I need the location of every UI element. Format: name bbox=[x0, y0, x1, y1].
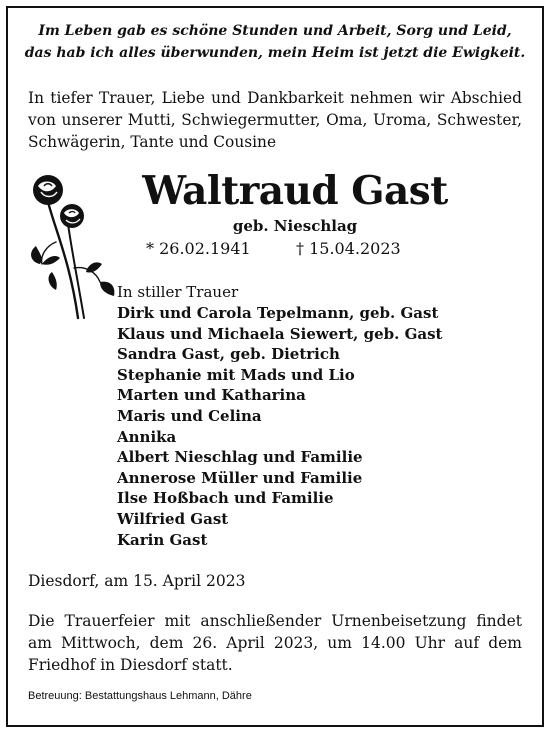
mourner-row: Maris und Celina bbox=[117, 406, 262, 425]
mourner-row: Karin Gast bbox=[117, 530, 208, 549]
birth-name: geb. Nieschlag bbox=[232, 217, 358, 235]
motto-verse bbox=[20, 20, 530, 64]
mourner-row: Albert Nieschlag und Familie bbox=[117, 448, 363, 467]
deceased-name: Waltraud Gast bbox=[142, 168, 448, 214]
motto-line-2: das hab ich alles überwunden, mein Heim ist jetzt die Ewigkeit. bbox=[24, 45, 526, 61]
place-date: Diesdorf, am 15. April 2023 bbox=[28, 572, 246, 590]
mourner-row: Wilfried Gast bbox=[117, 509, 229, 528]
mourners-list bbox=[117, 282, 517, 550]
mourner-row: Annika bbox=[117, 427, 177, 446]
mourners-lead: In stiller Trauer bbox=[117, 283, 239, 301]
mourner-row: Sandra Gast, geb. Dietrich bbox=[117, 345, 340, 364]
intro-text: In tiefer Trauer, Liebe und Dankbarkeit nehmen wir Abschied von unserer Mutti, Schwiegermutter, Oma, Uroma, Schwester, Schwägerin, Tante und Cousine bbox=[28, 89, 522, 151]
death-date: † 15.04.2023 bbox=[296, 239, 401, 258]
funeral-service-text: Die Trauerfeier mit anschließender Urnenbeisetzung findet am Mittwoch, dem 26. April 2023, um 14.00 Uhr auf dem Friedhof in Diesdorf statt. bbox=[28, 612, 522, 674]
mourner-row: Marten und Katharina bbox=[117, 386, 306, 405]
mourner-row: Annerose Müller und Familie bbox=[117, 468, 363, 487]
birth-date: * 26.02.1941 bbox=[146, 239, 251, 258]
mourner-row: Dirk und Carola Tepelmann, geb. Gast bbox=[117, 304, 439, 322]
mourner-row: Klaus und Michaela Siewert, geb. Gast bbox=[117, 324, 443, 343]
motto-line-1: Im Leben gab es schöne Stunden und Arbeit, Sorg und Leid, bbox=[38, 23, 512, 39]
mourner-row: Ilse Hoßbach und Familie bbox=[117, 489, 334, 508]
funeral-home-credit: Betreuung: Bestattungshaus Lehmann, Dähre bbox=[28, 690, 252, 702]
mourner-row: Stephanie mit Mads und Lio bbox=[117, 365, 355, 384]
